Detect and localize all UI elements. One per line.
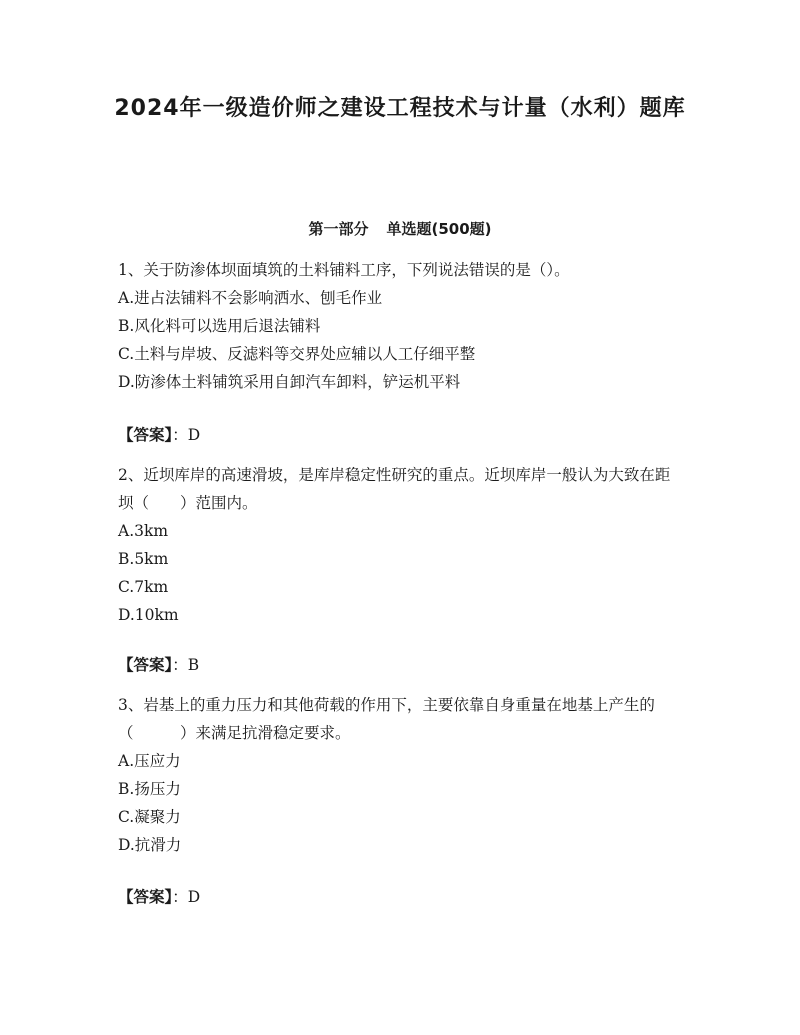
answer-2 (118, 653, 199, 677)
answer-tag: 【答案】 (118, 426, 173, 444)
question-1 (118, 256, 684, 396)
section-heading (0, 219, 800, 239)
answer-separator: ： (172, 888, 188, 906)
answer-3 (118, 885, 200, 909)
question-stem: 3、岩基上的重力压力和其他荷载的作用下，主要依靠自身重量在地基上产生的（ ）来满足抗滑稳定要求。 (118, 696, 655, 742)
section-label: 单选题(500题) (386, 220, 492, 238)
answer-separator: ： (172, 426, 188, 444)
option-a: A.压应力 (118, 752, 181, 770)
question-2 (118, 461, 684, 629)
option-b: B.5km (118, 550, 169, 568)
question-stem: 2、近坝库岸的高速滑坡，是库岸稳定性研究的重点。近坝库岸一般认为大致在距坝（ ）范围内。 (118, 466, 671, 512)
option-a: A.3km (118, 522, 169, 540)
option-d: D.10km (118, 606, 179, 624)
option-b: B.扬压力 (118, 780, 181, 798)
question-stem: 1、关于防渗体坝面填筑的土料铺料工序，下列说法错误的是（）。 (118, 261, 570, 279)
option-a: A.进占法铺料不会影响洒水、刨毛作业 (118, 289, 383, 307)
option-c: C.土料与岸坡、反滤料等交界处应辅以人工仔细平整 (118, 345, 476, 363)
answer-value: D (187, 888, 201, 906)
option-d: D.抗滑力 (118, 836, 182, 854)
answer-tag: 【答案】 (118, 888, 173, 906)
option-b: B.风化料可以选用后退法铺料 (118, 317, 321, 335)
section-part: 第一部分 (308, 220, 369, 238)
answer-value: B (187, 656, 200, 674)
answer-separator: ： (172, 656, 188, 674)
answer-tag: 【答案】 (118, 656, 173, 674)
option-c: C.凝聚力 (118, 808, 181, 826)
answer-1 (118, 423, 200, 447)
question-3 (118, 691, 684, 859)
document-title: 2024年一级造价师之建设工程技术与计量（水利）题库 (114, 96, 686, 121)
option-d: D.防渗体土料铺筑采用自卸汽车卸料，铲运机平料 (118, 373, 461, 391)
answer-value: D (187, 426, 201, 444)
option-c: C.7km (118, 578, 169, 596)
